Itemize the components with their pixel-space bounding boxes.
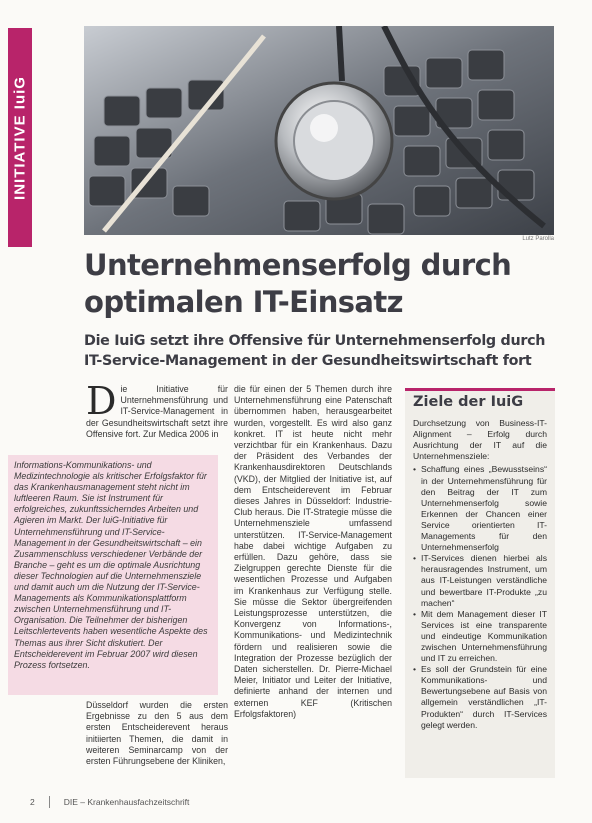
goal-item: • Es soll der Grundstein für eine Kommunikations- und Bewertungsebene auf Basis von allgemein verständlichen „IT-Produkten“ durch IT-Services gelegt werden.: [413, 664, 547, 731]
stethoscope-keyboard-image: [84, 26, 554, 235]
sidebar-box-title: Ziele der IuiG: [413, 394, 524, 410]
footer-divider: [49, 796, 50, 808]
column-1-intro-text: ie Initiative für Unternehmensführung und IT-Service-Management in der Gesundheitswirtschaft setzt ihre Offensive fort. Zur Medica 2006 in: [86, 384, 228, 439]
drop-cap: D: [86, 379, 117, 423]
section-tab-label: INITIATIVE IuiG: [11, 75, 29, 200]
goal-item: • Mit dem Management dieser IT Services ist eine transparente und eindeutige Kommunikation zwischen Unternehmensführung und IT zu erreichen.: [413, 609, 547, 664]
page-footer: [30, 796, 189, 808]
pull-quote: Informations-Kommunikations- und Medizintechnologie als kritischer Erfolgsfaktor für das Krankenhausmanagement steht nicht im luftleeren Raum. Sie ist Instrument für erfolgreiches, zukunftssicherndes Arbeiten und Agieren im Markt. Der IuiG-Initiative für Unternehmensführung und IT-Service-Management in der Gesundheitswirtschaft – ein Zusammenschluss verschiedener Verbände der Branche – geht es um die optimale Ausrichtung dieser Technologien auf die Unternehmensziele und damit auch um die Nutzung der IT-Service-Managements als Kommunikationsplattform zwischen Unternehmensführung und IT-Organisation. Die Teilnehmer der bisherigen Leitschlertevents haben wesentliche Aspekte des Themas aus ihrer Sicht diskutiert. Der Entscheiderevent im Februar 2007 wird diesen Prozess fortsetzen.: [8, 455, 218, 695]
hero-photo: [84, 26, 554, 235]
goal-item: • IT-Services dienen hierbei als herausragendes Instrument, um aus IT-Leistungen verständliche und bewertbare IT-Produkte „zu machen“: [413, 553, 547, 608]
column-2: die für einen der 5 Themen durch ihre Unternehmensführung eine Patenschaft übernommen haben, herausgearbeitet wurden, vorgestellt. Es wird also ganz konkret. IT ist heute nicht mehr verzichtbar für ein Krankenhaus. Dazu der Präsident des Verbandes der Krankenhausdirektoren Deutschlands (VKD), der Mitglied der Initiative ist, auf dem Entscheiderevent im Februar dieses Jahres in Düsseldorf: Industrie-Club heraus. Die IT-Strategie müsse die Unternehmensziele umfassend unterstützen. IT-Service-Management habe dabei wichtige Aufgaben zu erfüllen. Dazu gehöre, dass sie Zielgruppen gerechte Dienste für die wesentlichen Prozesse und Aufgaben im Krankenhaus zur Verfügung stelle. Sie müsse die Sektor übergreifenden Leistungsprozesse unterstützen, die Konvergenz von Informations-, Kommunikations- und Medizintechnik fördern und realisieren sowie die Integration der Prozesse bezüglich der Daten sicherstellen. Dr. Pierre-Michael Meier, Initiator und Leiter der Initiative, definierte anhand der internen und externen KEF (Kritischen Erfolgsfaktoren): [234, 384, 392, 719]
sidebar-box-goals: [405, 388, 555, 778]
magazine-name: DIE – Krankenhausfachzeitschrift: [63, 797, 190, 807]
article-subhead: Die IuiG setzt ihre Offensive für Unternehmenserfolg durch IT-Service-Management in der Gesundheitswirtschaft fort: [84, 333, 546, 369]
column-1-continued: Düsseldorf wurden die ersten Ergebnisse zu den 5 aus dem ersten Entscheiderevent heraus initiierten Themen, die damit in weiteren Seminarcamp von der ersten Führungsebene der Kliniken,: [86, 700, 228, 767]
sidebar-box-intro: Durchsetzung von Business-IT-Alignment – Erfolg durch Ausrichtung der IT auf die Unternehmensziele:: [413, 418, 547, 462]
article-headline: Unternehmenserfolg durch optimalen IT-Einsatz: [84, 248, 512, 319]
goals-list: [413, 464, 547, 730]
goal-item: • Schaffung eines „Bewusstseins“ in der Unternehmensführung für den Beitrag der IT zum Unternehmenserfolg sowie Erkennen der Chancen einer Service orientierten IT-Managements für den Unternehmenserfolg: [413, 464, 547, 553]
page-number: 2: [30, 797, 35, 807]
section-tab: [8, 28, 32, 247]
photo-credit: Lutz Parolla: [522, 236, 554, 242]
column-1-intro: [86, 379, 228, 440]
